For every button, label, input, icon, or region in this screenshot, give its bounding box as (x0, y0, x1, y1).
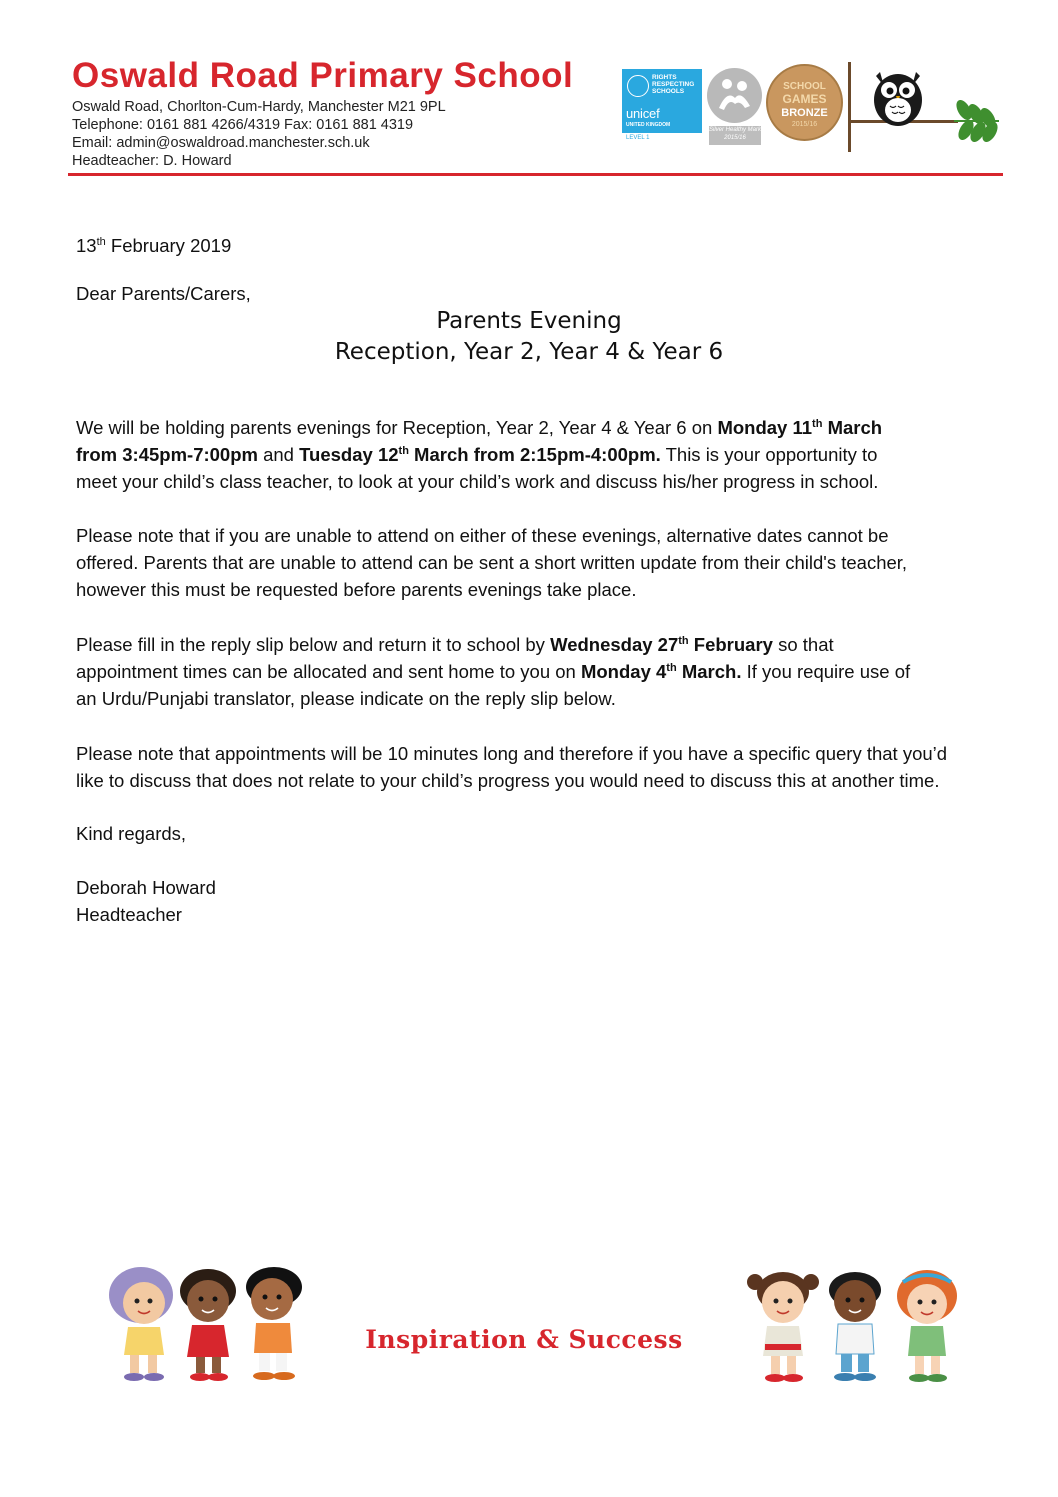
signature-name: Deborah Howard (76, 877, 216, 898)
p1-monday-sup: th (812, 417, 823, 430)
p1-monday-time: from 3:45pm-7:00pm (76, 444, 258, 465)
p1-monday: Monday 11 (717, 417, 813, 438)
p1-text-a: We will be holding parents evenings for Reception, Year 2, Year 4 & Year 6 on (76, 417, 718, 438)
p3-text-d: appointment times can be allocated and sent home to you on (76, 661, 581, 682)
school-name: Oswald Road Primary School (72, 56, 574, 95)
paragraph-2 (76, 522, 1016, 603)
letter-title: Parents Evening (436, 308, 622, 334)
leaves-icon (953, 97, 1000, 144)
closing: Kind regards, (76, 823, 187, 844)
letter-subtitle: Reception, Year 2, Year 4 & Year 6 (334, 339, 724, 365)
unicef-wordmark: unicef (626, 106, 660, 121)
p3-wednesday: Wednesday 27 (550, 634, 679, 655)
school-motto: Inspiration & Success (365, 1325, 683, 1354)
school-email: Email: admin@oswaldroad.manchester.sch.uk (72, 135, 370, 151)
paragraph-1 (76, 414, 1016, 495)
p1-tuesday-sup: th (398, 444, 409, 457)
branch-post (848, 62, 851, 152)
date-rest: February 2019 (105, 235, 232, 256)
rrs-country: UNITED KINGDOM (626, 122, 671, 128)
p3-monday: Monday 4 (580, 661, 667, 682)
child-girl-purple-hair (109, 1267, 173, 1381)
games-school-text: SCHOOL (783, 81, 826, 92)
header-divider (68, 173, 1003, 176)
rights-respecting-schools-logo (622, 69, 702, 133)
paragraph-4 (76, 740, 1016, 794)
p2-line-3: however this must be requested before parents evenings take place. (76, 579, 637, 600)
p2-line-2: offered. Parents that are unable to attend can be sent a short written update from their child's teacher, (76, 552, 908, 573)
p1-tuesday: Tuesday 12 (299, 444, 399, 465)
children-illustration-right (745, 1266, 967, 1391)
globe-icon (627, 75, 649, 97)
games-games-text: GAMES (782, 92, 827, 106)
letter-date (76, 235, 231, 257)
healthy-schools-caption: Silver Healthy Mark 2015/16 (709, 126, 761, 145)
p1-monday-end: March (822, 417, 883, 438)
p1-text-e: meet your child’s class teacher, to look at your child’s work and discuss his/her progress in school. (76, 471, 879, 492)
date-day: 13 (76, 235, 97, 256)
child-girl-red-hair (897, 1270, 957, 1382)
child-boy-dark-hair (246, 1267, 302, 1380)
owl-icon (874, 72, 922, 126)
games-year-text: 2015/16 (791, 121, 818, 128)
rrs-logo-text: RIGHTS RESPECTING SCHOOLS (652, 74, 695, 95)
p3-text-a: Please fill in the reply slip below and return it to school by (76, 634, 551, 655)
p1-text-c: and (257, 444, 300, 465)
signature-role: Headteacher (76, 904, 182, 925)
p1-tuesday-end: March from 2:15pm-4:00pm. (408, 444, 661, 465)
rrs-level: LEVEL 1 (626, 135, 650, 141)
healthy-people-icon (707, 68, 762, 123)
child-girl-pigtails (747, 1272, 819, 1382)
p3-text-c: so that (772, 634, 834, 655)
games-bronze-text: BRONZE (781, 107, 828, 119)
paragraph-3 (76, 631, 1016, 712)
p4-line-1: Please note that appointments will be 10 minutes long and therefore if you have a specific query that you’d (76, 743, 948, 764)
p2-line-1: Please note that if you are unable to attend on either of these evenings, alternative dates cannot be (76, 525, 889, 546)
p3-text-f: an Urdu/Punjabi translator, please indicate on the reply slip below. (76, 688, 616, 709)
school-address: Oswald Road, Chorlton-Cum-Hardy, Manchester M21 9PL (72, 99, 446, 115)
p3-monday-end: March. (676, 661, 742, 682)
p3-text-e: If you require use of (741, 661, 911, 682)
p3-wednesday-sup: th (678, 634, 689, 647)
p1-text-d: This is your opportunity to (660, 444, 878, 465)
owl-branch-logo (846, 62, 1006, 154)
date-suffix: th (96, 235, 106, 248)
child-boy-curly-hair (829, 1272, 881, 1381)
school-headteacher: Headteacher: D. Howard (72, 153, 232, 169)
p4-line-2: like to discuss that does not relate to your child’s progress you would need to discuss this at another time. (76, 770, 940, 791)
greeting: Dear Parents/Carers, (76, 283, 251, 304)
healthy-schools-logo (707, 68, 762, 123)
p3-monday-sup: th (666, 661, 677, 674)
p3-wednesday-end: February (688, 634, 773, 655)
school-games-bronze-logo (766, 64, 843, 141)
school-telephone: Telephone: 0161 881 4266/4319 Fax: 0161 881 4319 (72, 117, 414, 133)
